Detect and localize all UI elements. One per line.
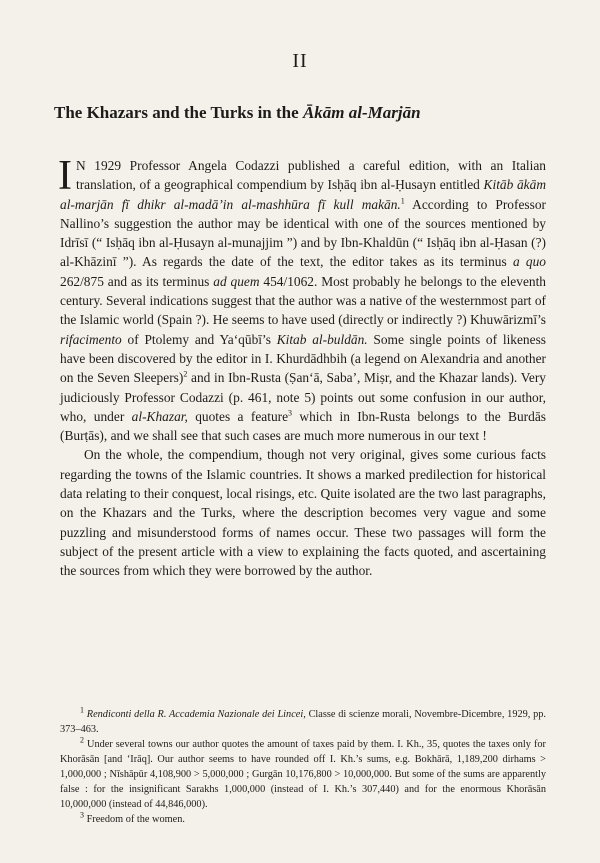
footnote-number: 3: [80, 810, 84, 820]
text-span: 262/875 and as its terminus: [60, 273, 214, 289]
footnote-number: 1: [80, 705, 84, 715]
text-span: According to Professor Nallino’s suggestion the author may be identical with one of the sources mentioned by Idrīsī (“ Isḥāq ibn al-Ḥusayn al-munajjim ”) and by Ibn-Khaldūn (“ Isḥāq ibn al-Ḥasan (?) al-Khāzinī ”). As regards the date of the text, the editor takes as its terminus: [60, 196, 546, 270]
footnote-text: Freedom of the women.: [86, 814, 185, 825]
footnote-2: [60, 737, 546, 812]
footnote-number: 2: [80, 735, 84, 745]
footnote-text: Classe di scienze morali, Novembre-Dicembre, 1929, pp. 373–463.: [60, 709, 547, 735]
article-title: [54, 103, 554, 123]
footnote-ref-2[interactable]: 2: [183, 369, 188, 379]
paragraph-2: On the whole, the compendium, though not very original, gives some curious facts regarding the towns of the Islamic countries. It shows a marked predilection for historical data relating to their conquest, local risings, etc. Quite isolated are the two last paragraphs, on the Khazars and the Turks, where the description becomes very vague and some puzzling and misunderstood forms of names occur. These two passages will form the subject of the present article with a view to explaining the facts quoted, and ascertaining the sources from which they were borrowed by the author.: [60, 447, 546, 579]
footnote-ref-3[interactable]: 3: [288, 408, 293, 418]
text-span: quotes a feature: [187, 408, 289, 424]
italic-term: rifacimento: [60, 331, 122, 347]
text-span: Some single points of likeness have been discovered by the editor in I. Khurdādhbih (a legend on Alexandria and another on the Seven Sleepers): [60, 331, 546, 386]
text-span: of Ptolemy and Ya‘qūbī’s: [121, 331, 277, 347]
drop-cap: I: [58, 153, 72, 199]
title-italic: Ākām al-Marjān: [302, 103, 421, 122]
footnote-1: [60, 707, 546, 737]
text-span: which in Ibn-Rusta belongs to the Burdās (Burṭās), and we shall see that such cases are much more numerous in our text !: [60, 408, 546, 444]
chapter-number: II: [292, 50, 308, 72]
title-prefix: The Khazars and the Turks in the: [54, 103, 303, 122]
footnotes: [60, 707, 546, 827]
text-span: and in Ibn-Rusta (Ṣan‘ā, Saba’, Miṣr, and the Khazar lands). Very judiciously Professor Codazzi (p. 461, note 5) points out some confusion in our author, who, under: [60, 370, 546, 424]
text-span: 454/1062. Most probably he belongs to the eleventh century. Several indications suggest that the author was a native of the westernmost part of the Islamic world (Spain ?). He seems to have used (directly or indirectly ?) Khuwārizmī’s: [60, 273, 546, 328]
footnote-text: Under several towns our author quotes the amount of taxes paid by them. I. Kh., 35, quotes the taxes only for Khorāsān [and ‘Irāq]. Our author seems to have rounded off I. Kh.’s sums, e.g. Bokhārā, 1,189,200 dirhams > 1,000,000 ; Nīshāpūr 4,108,900 > 5,000,000 ; Gurgān 10,176,800 > 10,000,000. But some of the sums are apparently false : for the insignificant Sarakhs 1,000,000 (instead of I. Kh.’s 307,440) and for the enormous Khorāsān 10,000,000 (instead of 44,846,000).: [60, 739, 546, 810]
paragraph-1: [58, 153, 546, 445]
italic-term: a quo: [512, 254, 546, 270]
body-text: [58, 153, 546, 581]
italic-term: al-Khazar,: [131, 408, 188, 424]
footnote-journal: Rendiconti della R. Accademia Nazionale dei Lincei,: [86, 709, 306, 720]
book-title: Kitāb ākām al-marjān fī dhikr al-madā’in al-mashhūra fī kull makān.: [60, 177, 546, 212]
text-span: N 1929 Professor Angela Codazzi published a careful edition, with an Italian translation, of a geographical compendium by Isḥāq ibn al-Ḥusayn entitled: [76, 158, 546, 193]
footnote-ref-1[interactable]: 1: [400, 196, 405, 206]
footnote-3: [60, 812, 546, 827]
book-title: Kitab al-buldān.: [276, 331, 368, 347]
italic-term: ad quem: [213, 273, 260, 289]
